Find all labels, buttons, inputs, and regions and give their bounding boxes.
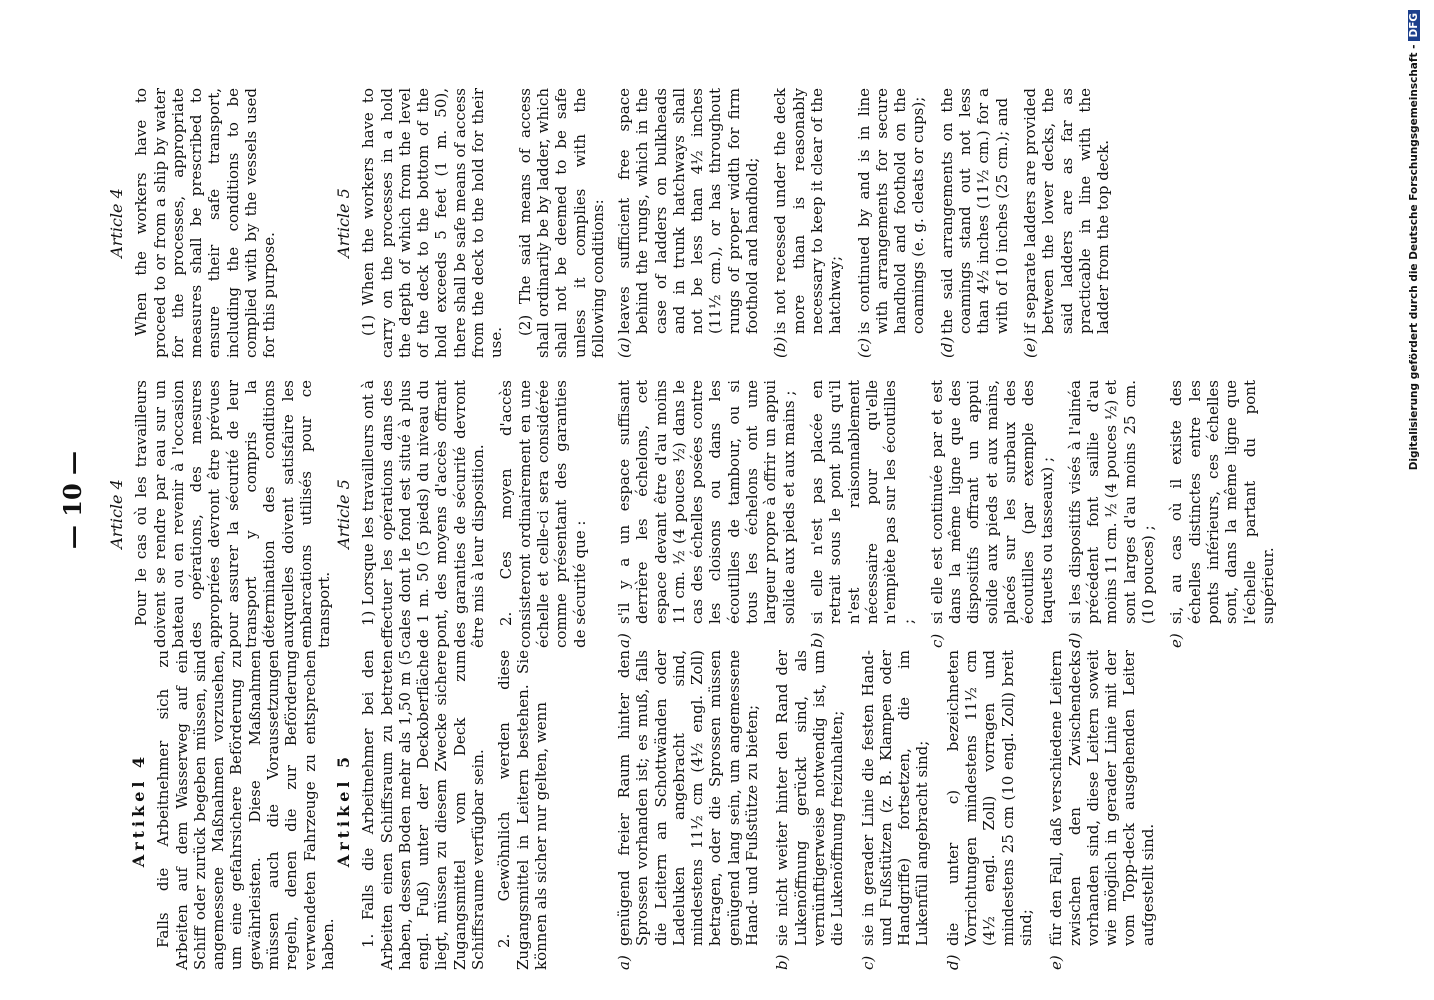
item-text: si elle est continuée par et est dans la même ligne que des dispositifs offrant un appui solide aux pieds et aux mains, placés sur les surbaux des écoutilles (par exemple des taquets ou tasseaux) ; [927, 380, 1056, 624]
english-art4-text: When the workers have to proceed to or from a ship by water for the processes, appropriate measures shall be prescribed to ensure their safe transport, including the conditions to be complied with by the vessels used for this purpose. [132, 88, 279, 358]
english-art4-title: Article 4 [107, 188, 126, 258]
french-item-c [928, 380, 1056, 648]
french-art4-text: Pour le cas où les travailleurs doivent se rendre par eau sur un bateau ou en revenir à l'occasion des opérations, des mesures appropriées devront être prévues pour assurer la sécurité de leur transport y compris la détermination des conditions auxquelles doivent satisfaire les embarcations utilisés pour ce transport. [132, 380, 334, 648]
page-number-rot: — 10 — [58, 450, 87, 550]
german-item-b [773, 650, 846, 970]
item-label: e) [1167, 633, 1186, 648]
french-item-b [808, 380, 918, 648]
german-item-e [1047, 650, 1157, 970]
item-label: a) [615, 955, 633, 970]
german-item-c [859, 650, 932, 970]
item-label: d) [1065, 632, 1084, 648]
item-text: für den Fall, daß verschiedene Leitern zwischen den Zwischendecks vorhanden sind, diese Leitern soweit wie möglich in gerader Linie mit der vom Topp-deck ausgehenden Leiter aufgestellt sind. [1047, 650, 1157, 946]
item-label: d) [943, 954, 962, 970]
german-art4-block [130, 650, 337, 970]
french-art5-block [335, 380, 589, 648]
english-item-d [938, 88, 1011, 358]
german-art4-text: Falls die Arbeitnehmer sich zu Arbeiten auf dem Wasserweg auf ein Schiff oder zurück begeben müssen, sind angemessene Maßnahmen vorzusehen, um eine gefahrsichere Beförderung zu gewährleisten. Diese Maßnahmen müssen auch die Voraussetzungen regeln, denen die zur Beförderung verwendeten Fahrzeuge zu entsprechen haben. [154, 650, 337, 970]
item-text: si elle n'est pas placée en retrait sous le pont plus qu'il n'est raisonnablement nécessaire pour qu'elle n'empiète pas sur les écoutilles ; [807, 380, 918, 624]
sponsor-text-wrap [1408, 10, 1430, 990]
german-items-block [615, 650, 1157, 970]
english-art5-title: Article 5 [334, 188, 353, 258]
german-item-a [615, 650, 761, 970]
item-text: the said arrangements on the coamings stand out not less than 4½ inches (11½ cm.) for a with of 10 inches (25 cm.); and [937, 88, 1011, 334]
item-label: c) [858, 955, 877, 970]
english-items-block [615, 88, 1112, 358]
french-item-e [1167, 380, 1277, 648]
item-text: genügend freier Raum hinter den Sprossen vorhanden ist; es muß, falls die Leitern an Schottwänden oder Ladeluken angebracht sind, mindestens 11½ cm (4½ engl. Zoll) betragen, oder die Sprossen müssen genügend lang sein, um angemessene Hand- und Fußstütze zu bieten; [615, 650, 762, 946]
french-items-block [615, 380, 1277, 648]
english-item-e [1021, 88, 1112, 358]
item-label: e) [1047, 955, 1066, 970]
english-item-b [771, 88, 844, 358]
item-label: (d) [937, 336, 956, 358]
dfg-logo: DFG [1408, 10, 1420, 41]
english-item-c [855, 88, 928, 358]
item-text: si, au cas où il existe des échelles distinctes entre les ponts inférieurs, ces échelles sont, dans la même ligne que l'échelle partant du pont supérieur. [1167, 380, 1277, 624]
item-label: b) [773, 954, 792, 970]
german-art5-p1: 1. Falls die Arbeitnehmer bei den Arbeiten einen Schiffsraum zu betreten haben, dessen Boden mehr als 1,50 m (5 engl. Fuß) unter der Deckoberfläche liegt, müssen zu diesem Zwecke sichere Zugangsmittel vom Deck zum Schiffsraume verfügbar sein. [359, 650, 488, 970]
english-item-a [615, 88, 761, 358]
german-art5-p2: 2. Gewöhnlich werden diese Zugangsmittel in Leitern bestehen. Sie können als sicher nur gelten, wenn [495, 650, 550, 970]
german-art5-block [335, 650, 550, 970]
french-art5-p2: 2. Ces moyen d'accès consisteront ordinairement en une échelle et celle-ci sera considérée comme présentant des garanties de sécurité que : [497, 380, 589, 648]
item-label: (e) [1020, 337, 1039, 358]
item-text: sie nicht weiter hinter den Rand der Lukenöffnung gerückt sind, als vernünftigerweise notwendig ist, um die Lukenöffnung freizuhalten; [773, 650, 847, 946]
english-art5-p1: (1) When the workers have to carry on the processes in a hold the depth of which from the level of the deck to the bottom of the hold exceeds 5 feet (1 m. 50), there shall be safe means of access from the deck to the hold for their use. [359, 88, 506, 358]
item-text: die unter c) bezeichneten Vorrichtungen mindestens 11½ cm (4½ engl. Zoll) vorragen und mindestens 25 cm (10 engl. Zoll) breit sind; [943, 650, 1035, 946]
english-art5-block [335, 88, 607, 358]
french-art4-block [108, 380, 334, 648]
item-text: si les dispositifs visés à l'alinéa précédent font saillie d'au moins 11 cm. ½ (4 pouces ½) et sont larges d'au moins 25 cm. (10 pouces) ; [1065, 380, 1158, 624]
item-text: sie in gerader Linie die festen Hand- und Fußstützen (z. B. Klampen oder Handgriffe) fortsetzen, die im Lukenfüll angebracht sind; [858, 650, 932, 946]
sponsor-text: Digitalisierung gefördert durch die Deutsche Forschungsgemeinschaft - [1408, 44, 1420, 471]
item-label: (b) [771, 336, 790, 358]
english-art5-p2: (2) The said means of access shall ordinarily be by ladder, which shall not be deemed to be safe unless it complies with the following conditions: [515, 88, 607, 358]
french-art4-title: Article 4 [107, 479, 126, 549]
item-label: c) [927, 633, 946, 648]
item-text: s'il y a un espace suffisant derrière les échelons, cet espace devant être d'au moins 11 cm. ½ (4 pouces ½) dans le cas des échelles posées contre les cloisons ou dans les écoutilles de tambour, ou si tous les échelons ont une largeur propre à offrir un appui solide aux pieds et aux mains ; [615, 380, 798, 624]
item-label: b) [807, 632, 826, 648]
french-art5-title: Article 5 [334, 479, 353, 549]
sponsor-strip [1406, 10, 1428, 990]
item-text: is not recessed under the deck more than is reasonably necessary to keep it clear of the hatchway; [771, 88, 845, 334]
item-label: a) [615, 633, 633, 648]
french-item-a [615, 380, 798, 648]
item-label: (a) [615, 337, 633, 358]
english-art4-block [108, 88, 279, 358]
item-text: if separate ladders are provided between the lower decks, the said ladders are as far as practicable in line with the ladder from the top deck. [1020, 88, 1113, 334]
french-item-d [1066, 380, 1157, 648]
german-item-d [944, 650, 1035, 970]
german-art5-title: Artikel 5 [334, 752, 353, 868]
german-art4-title: Artikel 4 [129, 752, 148, 868]
item-text: is continued by and is in line with arrangements for secure handhold and foothold on the coamings (e. g. cleats or cups); [854, 88, 928, 334]
french-art5-p1: 1) Lorsque les travailleurs ont à effectuer les opérations dans des cales dont le fond est situé à plus de 1 m. 50 (5 pieds) du niveau du pont, des moyens d'accès offrant des garanties de sécurité devront être mis à leur disposition. [359, 380, 488, 648]
item-label: (c) [854, 337, 873, 358]
item-text: leaves sufficient free space behind the rungs, which in the case of ladders on bulkheads and in trunk hatchways shall not be less than 4½ inches (11½ cm.), or has throughout rungs of proper width for firm foothold and handhold; [615, 88, 762, 334]
